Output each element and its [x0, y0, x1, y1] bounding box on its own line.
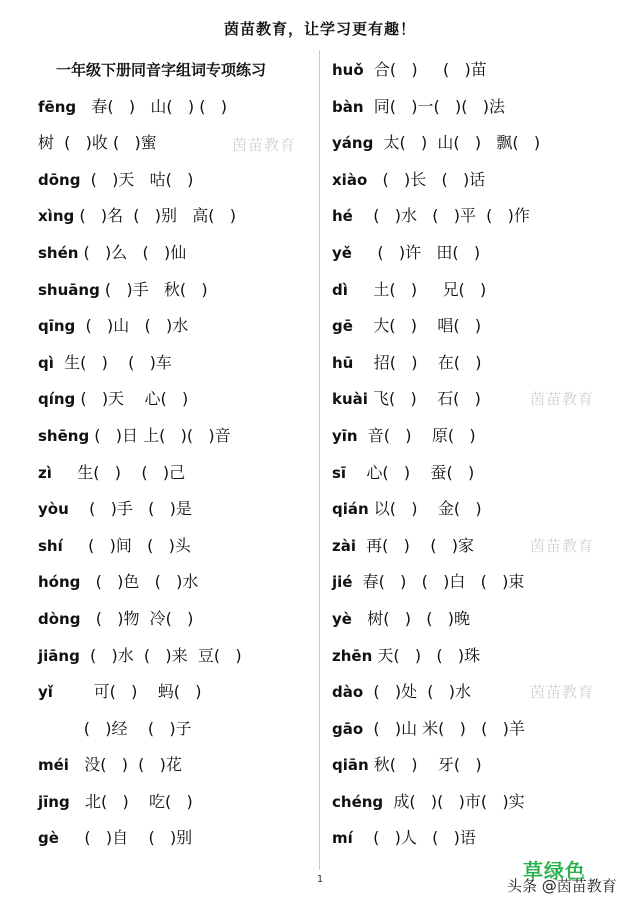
row-text: 天( ) ( )珠 [372, 645, 481, 665]
exercise-row [38, 678, 316, 715]
exercise-row [38, 459, 316, 496]
row-text: 再( ) ( )家 [356, 535, 475, 555]
row-text: 可( ) 蚂( ) [52, 682, 202, 702]
row-text: ( )水 ( )平 ( )作 [352, 206, 530, 226]
row-text: ( )日 上( )( )音 [89, 425, 231, 445]
row-text: ( )手 秋( ) [99, 279, 208, 299]
brand-overlay [505, 855, 640, 905]
exercise-row [38, 349, 316, 386]
watermark: 茵苗教育 [530, 683, 595, 701]
pinyin: sī [332, 463, 347, 482]
pinyin: gāo [332, 719, 364, 738]
exercise-row [38, 715, 316, 752]
row-text: 以( ) 金( ) [368, 499, 482, 519]
exercise-row [38, 312, 316, 349]
exercise-row [38, 239, 316, 276]
exercise-row [38, 532, 316, 569]
row-text: ( )长 ( )话 [367, 169, 486, 189]
exercise-row [38, 642, 316, 679]
pinyin: jiāng [38, 646, 80, 665]
exercise-row [332, 568, 632, 605]
watermark: 茵苗教育 [530, 390, 595, 408]
brand-green-text: 草绿色 [523, 859, 586, 883]
row-text: ( )天 咕( ) [80, 169, 194, 189]
pinyin: yè [332, 609, 352, 628]
row-text: ( )经 ( )子 [38, 718, 192, 738]
exercise-row [332, 312, 632, 349]
pinyin: yǐ [38, 683, 53, 702]
pinyin: jié [332, 573, 353, 592]
row-text: ( )天 心( ) [75, 389, 189, 409]
row-text: ( )许 田( ) [351, 242, 481, 262]
pinyin: mí [332, 829, 353, 848]
pinyin: bàn [332, 97, 364, 116]
exercise-row [38, 276, 316, 313]
row-text: 合( ) ( )苗 [363, 60, 487, 79]
pinyin: kuài [332, 390, 368, 409]
right-column [332, 56, 632, 861]
exercise-row [38, 495, 316, 532]
pinyin: yě [332, 243, 352, 262]
row-text: 没( ) ( )花 [68, 755, 182, 775]
pinyin: chéng [332, 792, 384, 811]
exercise-row [38, 788, 316, 825]
pinyin: qiān [332, 756, 369, 775]
exercise-row [38, 605, 316, 642]
exercise-row [332, 129, 632, 166]
exercise-row [332, 495, 632, 532]
row-text: 土( ) 兄( ) [347, 279, 487, 299]
pinyin: shēng [38, 426, 90, 445]
row-text: 音( ) 原( ) [357, 425, 476, 445]
pinyin: shuāng [38, 280, 100, 299]
exercise-row [38, 202, 316, 239]
pinyin: hé [332, 207, 353, 226]
row-text: 生( ) ( )己 [51, 462, 186, 482]
exercise-row [332, 642, 632, 679]
row-text: 树( ) ( )晚 [351, 608, 470, 628]
pinyin: gè [38, 829, 59, 848]
pinyin: xìng [38, 207, 75, 226]
pinyin: zài [332, 536, 356, 555]
row-text: ( )人 ( )语 [352, 828, 476, 848]
exercise-row [332, 56, 632, 93]
row-text: 太( ) 山( ) 飘( ) [373, 133, 541, 153]
row-text: 春( ) ( )白 ( )束 [352, 572, 525, 592]
pinyin: xiào [332, 170, 368, 189]
row-text: ( )山 ( )水 [75, 316, 189, 336]
exercise-row [38, 166, 316, 203]
pinyin: fēng [38, 97, 77, 116]
row-text: ( )名 ( )别 高( ) [74, 206, 236, 226]
row-text: 大( ) 唱( ) [352, 316, 482, 336]
row-text: 同( )一( )( )法 [363, 96, 505, 116]
pinyin: yīn [332, 426, 358, 445]
pinyin: yáng [332, 134, 374, 153]
exercise-row [332, 239, 632, 276]
pinyin: gē [332, 317, 353, 336]
row-text: ( )水 ( )来 豆( ) [79, 645, 242, 665]
pinyin: qián [332, 500, 369, 519]
exercise-row [38, 751, 316, 788]
pinyin: dào [332, 683, 364, 702]
row-text: 北( ) 吃( ) [69, 791, 193, 811]
exercise-row [332, 751, 632, 788]
pinyin: hóng [38, 573, 81, 592]
row-text: ( )处 ( )水 [363, 682, 472, 702]
row-text: ( )手 ( )是 [68, 499, 192, 519]
section-subtitle: 一年级下册同音字组词专项练习 [56, 61, 267, 79]
exercise-row [332, 93, 632, 130]
row-text: ( )间 ( )头 [62, 535, 191, 555]
exercise-row [332, 788, 632, 825]
exercise-row [332, 276, 632, 313]
exercise-row [332, 166, 632, 203]
pinyin: dōng [38, 170, 81, 189]
exercise-row [38, 824, 316, 861]
row-text: ( )色 ( )水 [80, 572, 199, 592]
left-column [38, 56, 316, 861]
exercise-row [332, 459, 632, 496]
row-text: 春( ) 山( ) ( ) [76, 96, 227, 116]
pinyin: dòng [38, 609, 81, 628]
pinyin: zì [38, 463, 52, 482]
exercise-row [38, 93, 316, 130]
row-text: 招( ) 在( ) [353, 352, 482, 372]
row-text: ( )自 ( )别 [58, 828, 193, 848]
exercise-row [38, 422, 316, 459]
brand-account: 头条 @茵苗教育 [507, 877, 617, 895]
pinyin: qíng [38, 390, 76, 409]
pinyin: hū [332, 353, 354, 372]
pinyin: méi [38, 756, 69, 775]
row-text: 成( )( )市( )实 [383, 791, 525, 811]
row-text: 生( ) ( )车 [53, 352, 172, 372]
pinyin: huǒ [332, 61, 364, 79]
pinyin: dì [332, 280, 348, 299]
page-header: 茵苗教育，让学习更有趣！ [223, 20, 416, 38]
row-text: 秋( ) 牙( ) [368, 755, 482, 775]
exercise-row [38, 568, 316, 605]
pinyin: yòu [38, 500, 69, 519]
page-number: 1 [316, 874, 324, 885]
watermark: 茵苗教育 [232, 136, 297, 154]
pinyin: zhēn [332, 646, 373, 665]
exercise-row [332, 715, 632, 752]
row-text: ( )山 米( ) ( )羊 [363, 718, 525, 738]
row-text: 树 ( )收 ( )蜜 [38, 133, 157, 153]
exercise-row [332, 202, 632, 239]
row-text: ( )物 冷( ) [80, 608, 194, 628]
column-divider [319, 50, 320, 870]
row-text: 心( ) 蚕( ) [346, 462, 475, 482]
pinyin: shén [38, 243, 79, 262]
exercise-row [332, 422, 632, 459]
pinyin: shí [38, 536, 63, 555]
row-text: 飞( ) 石( ) [367, 389, 481, 409]
watermark: 茵苗教育 [530, 537, 595, 555]
row-text: ( )么 ( )仙 [78, 242, 187, 262]
exercise-row [332, 349, 632, 386]
pinyin: qīng [38, 317, 76, 336]
pinyin: jīng [38, 792, 70, 811]
exercise-row [332, 605, 632, 642]
pinyin: qì [38, 353, 54, 372]
exercise-row [38, 385, 316, 422]
